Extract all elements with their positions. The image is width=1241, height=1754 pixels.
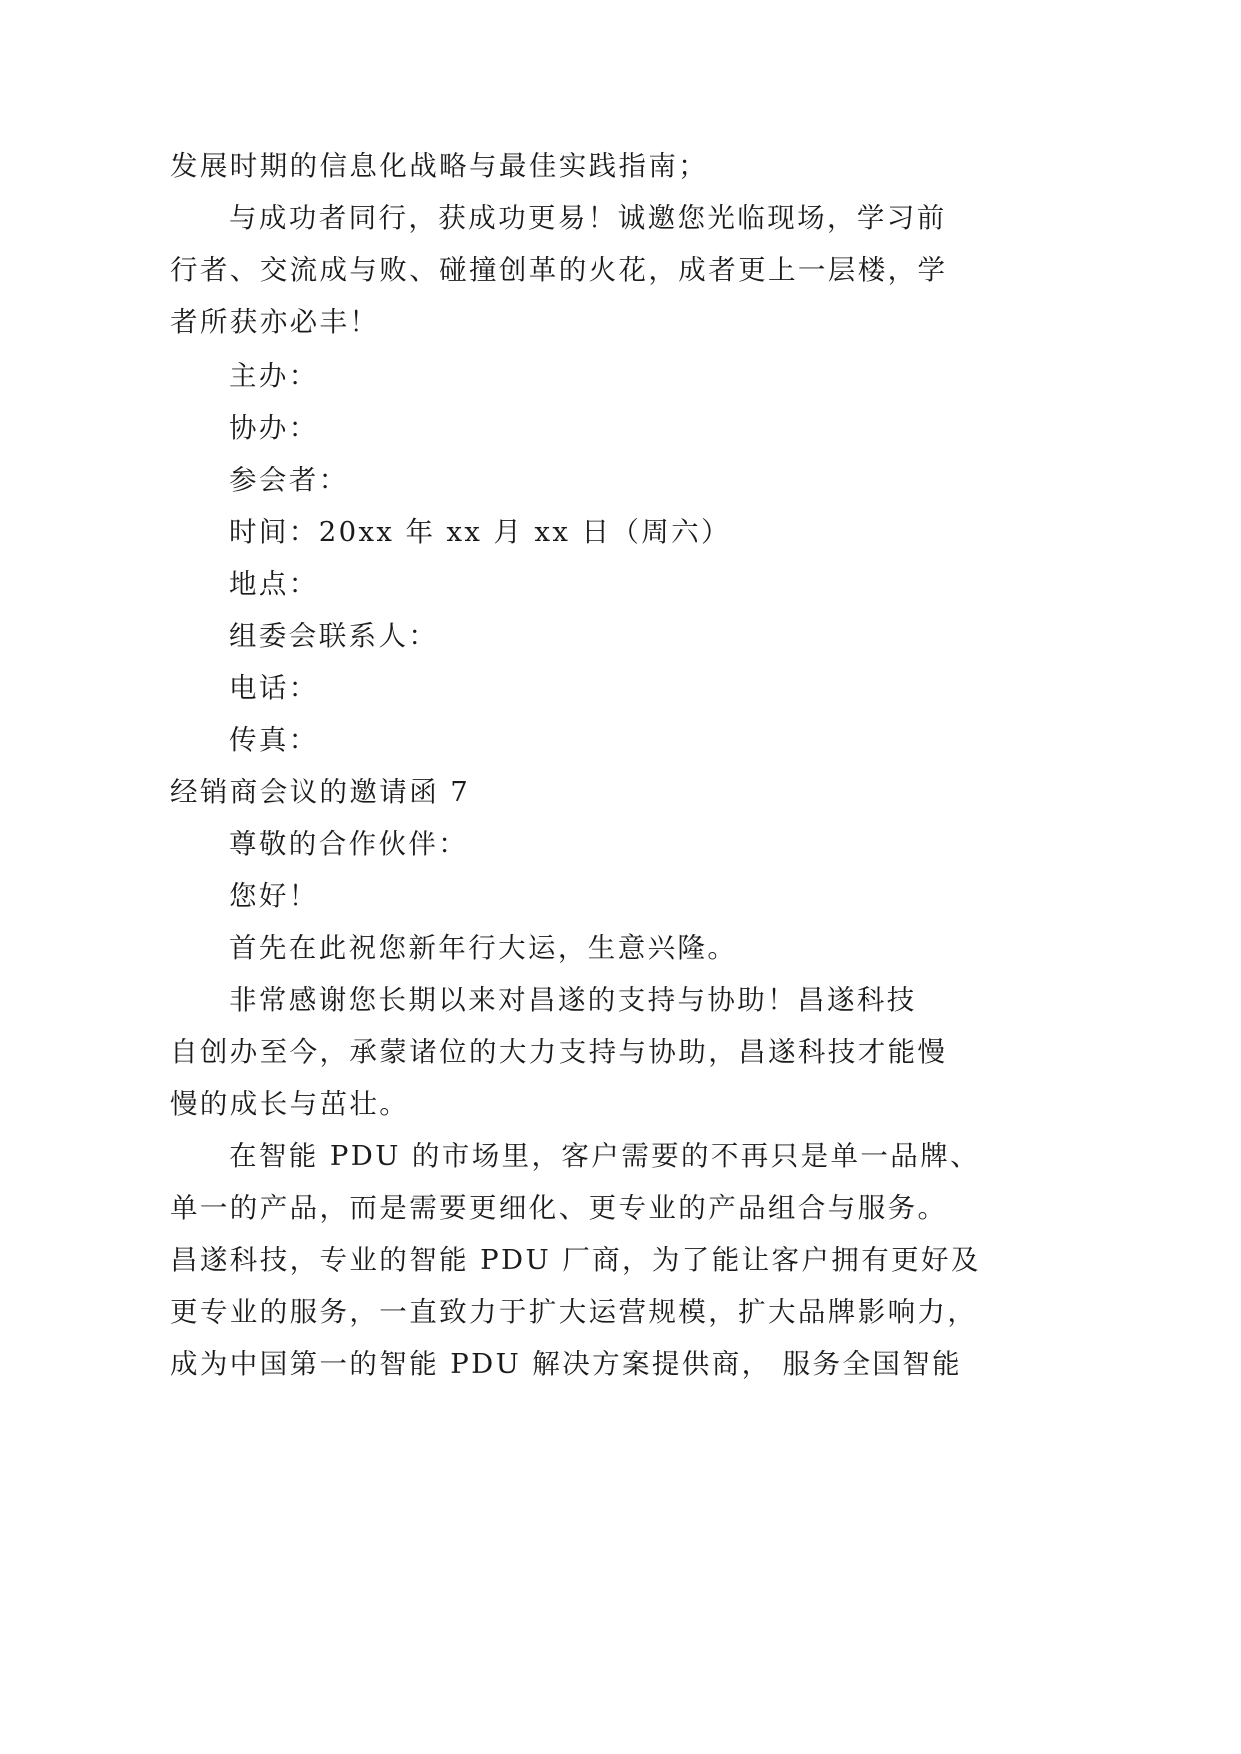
text-line: 成为中国第一的智能 PDU 解决方案提供商， 服务全国智能 <box>170 1348 963 1380</box>
field-label-contact: 组委会联系人： <box>229 620 439 652</box>
field-label-attendees: 参会者： <box>229 464 349 496</box>
text-line: 自创办至今，承蒙诸位的大力支持与协助，昌遂科技才能慢 <box>170 1036 948 1068</box>
text-line: 在智能 PDU 的市场里，客户需要的不再只是单一品牌、 <box>229 1140 981 1172</box>
text-line: 发展时期的信息化战略与最佳实践指南； <box>170 150 709 182</box>
text-line: 慢的成长与茁壮。 <box>170 1088 410 1120</box>
text-line: 行者、交流成与败、碰撞创革的火花，成者更上一层楼，学 <box>170 254 948 286</box>
field-label-location: 地点： <box>229 568 319 600</box>
field-label-organizer: 主办： <box>229 360 319 392</box>
field-label-co-organizer: 协办： <box>229 412 319 444</box>
field-label-phone: 电话： <box>229 672 319 704</box>
field-label-fax: 传真： <box>229 724 319 756</box>
text-line: 更专业的服务，一直致力于扩大运营规模，扩大品牌影响力， <box>170 1296 978 1328</box>
text-line: 与成功者同行，获成功更易！诚邀您光临现场，学习前 <box>229 202 947 234</box>
text-line: 单一的产品，而是需要更细化、更专业的产品组合与服务。 <box>170 1192 948 1224</box>
greeting: 您好！ <box>229 880 319 912</box>
salutation: 尊敬的合作伙伴： <box>229 828 469 860</box>
text-line: 昌遂科技，专业的智能 PDU 厂商，为了能让客户拥有更好及 <box>170 1244 981 1276</box>
text-line: 首先在此祝您新年行大运，生意兴隆。 <box>229 932 738 964</box>
section-heading: 经销商会议的邀请函 7 <box>170 776 471 808</box>
text-line: 非常感谢您长期以来对昌遂的支持与协助！昌遂科技 <box>229 984 917 1016</box>
text-line: 者所获亦必丰！ <box>170 306 380 338</box>
field-label-time: 时间：20xx 年 xx 月 xx 日（周六） <box>229 516 731 548</box>
